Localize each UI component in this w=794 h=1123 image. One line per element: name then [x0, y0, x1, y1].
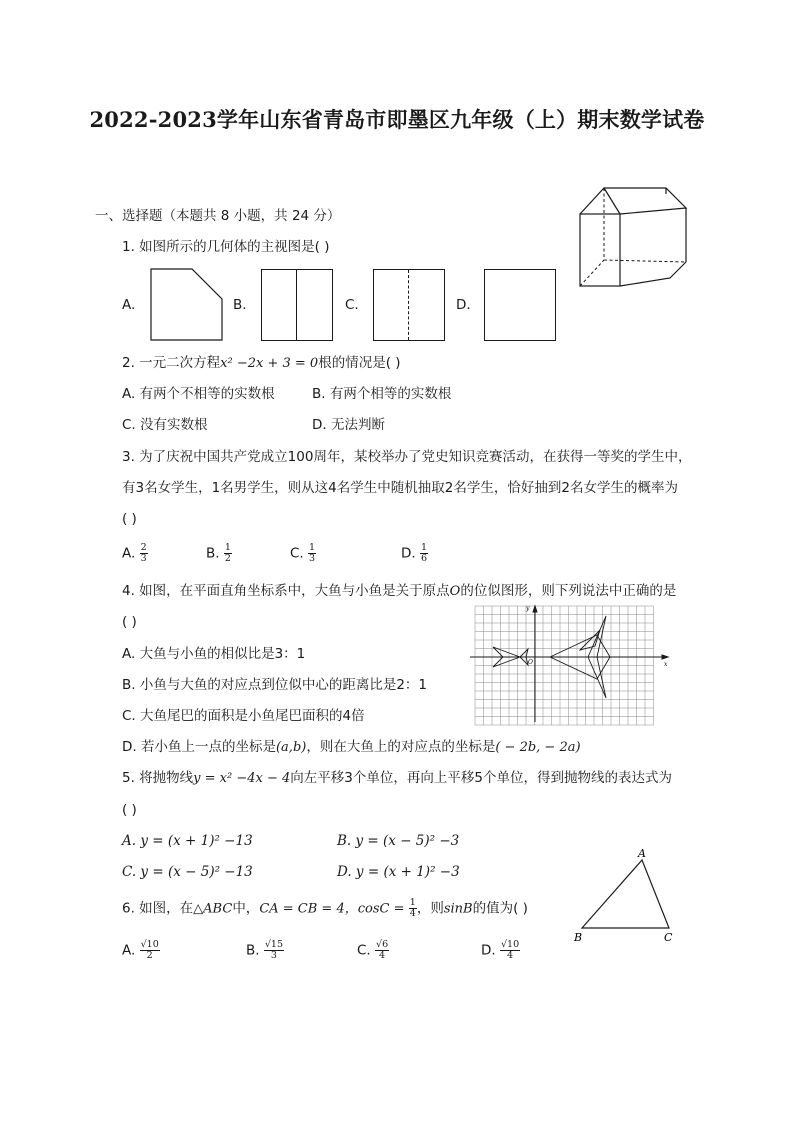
q6-option-c-fraction: [375, 940, 389, 961]
q3-option-c-label: C.: [290, 545, 304, 562]
q3-option-d[interactable]: [401, 543, 428, 564]
x-axis-label: x: [664, 661, 668, 668]
q5-stem: [122, 769, 672, 788]
origin-label: O: [528, 659, 533, 666]
denominator: 4: [379, 950, 386, 961]
denominator: 6: [420, 553, 428, 564]
q3-option-c-fraction: [308, 543, 316, 564]
q5-option-a[interactable]: A. y = (x + 1)² −13: [122, 833, 253, 849]
q1-option-d-label[interactable]: D.: [456, 297, 471, 313]
q4-line1-post: 的位似图形，则下列说法中正确的是: [460, 583, 677, 599]
numerator: 1: [309, 542, 316, 553]
prism-figure: [578, 186, 688, 291]
q4-line1: [122, 582, 676, 601]
denominator: 2: [146, 950, 153, 961]
q5-option-c[interactable]: C. y = (x − 5)² −13: [122, 864, 253, 880]
q6-equation: CA = CB = 4，cosC =: [259, 901, 405, 917]
q4-option-d-coord1: (a,b): [275, 740, 307, 755]
q6-option-c[interactable]: [357, 940, 389, 961]
numerator: 1: [409, 897, 416, 908]
q4-option-d-mid: ，则在大鱼上的对应点的坐标是: [306, 739, 496, 755]
numerator: 1: [420, 542, 428, 553]
q2-option-d[interactable]: D. 无法判断: [312, 417, 385, 433]
numerator: √10: [500, 939, 520, 950]
q6-stem-post2: 的值为( ): [472, 900, 528, 917]
denominator: 4: [409, 908, 416, 919]
q6-option-d[interactable]: [481, 940, 520, 961]
q6-sinb: sinB: [443, 901, 473, 917]
q5-stem-post: 向左平移3个单位，再向上平移5个单位，得到抛物线的表达式为: [290, 770, 672, 786]
q3-option-b[interactable]: [206, 543, 232, 564]
numerator: √15: [264, 939, 284, 950]
q5-equation: y = x² −4x − 4: [193, 771, 291, 786]
q1-option-a-figure[interactable]: [150, 268, 224, 342]
q4-option-a[interactable]: A. 大鱼与小鱼的相似比是3：1: [122, 646, 306, 662]
q6-option-d-label: D.: [481, 942, 496, 959]
q2-option-a[interactable]: A. 有两个不相等的实数根: [122, 386, 275, 402]
denominator: 2: [224, 553, 231, 564]
q6-option-a-fraction: [140, 940, 160, 961]
q1-stem: 1. 如图所示的几何体的主视图是( ): [122, 239, 330, 255]
q6-option-d-fraction: [500, 940, 520, 961]
q4-line2: ( ): [122, 614, 137, 630]
q3-option-b-label: B.: [206, 545, 220, 562]
q4-option-d[interactable]: [122, 738, 581, 757]
q2-stem-pre: 2. 一元二次方程: [122, 355, 221, 371]
q6-stem-post1: ，则: [416, 900, 444, 917]
denominator: 3: [270, 950, 277, 961]
q4-line1-pre: 4. 如图，在平面直角坐标系中，大鱼与小鱼是关于原点: [122, 583, 450, 599]
q6-option-c-label: C.: [357, 942, 371, 959]
q3-line2: 有3名女学生，1名男学生，则从这4名学生中随机抽取2名学生，恰好抽到2名女学生的概率为: [122, 480, 678, 496]
q5-line2: ( ): [122, 802, 137, 818]
q6-option-b-fraction: [264, 940, 284, 961]
q1-option-d-figure[interactable]: [484, 269, 556, 341]
y-axis-arrow: [533, 606, 537, 612]
q3-option-c[interactable]: [290, 543, 316, 564]
q6-cos-fraction: [409, 898, 417, 919]
numerator: √10: [140, 939, 159, 950]
triangle-abc: [582, 860, 669, 928]
q6-option-b-label: B.: [246, 942, 260, 959]
q3-option-a[interactable]: [122, 543, 148, 564]
denominator: 3: [140, 553, 147, 564]
q4-option-d-pre: D. 若小鱼上一点的坐标是: [122, 739, 276, 755]
q6-stem-pre: 6. 如图，在: [122, 900, 194, 917]
q3-option-a-fraction: [140, 543, 148, 564]
q3-option-d-label: D.: [401, 545, 416, 562]
numerator: √6: [376, 939, 389, 950]
q2-option-c[interactable]: C. 没有实数根: [122, 417, 208, 433]
y-axis-label: y: [526, 605, 530, 612]
q2-stem: [122, 354, 401, 373]
section-heading: 一、选择题（本题共 8 小题，共 24 分）: [95, 208, 341, 224]
q3-option-d-fraction: [420, 543, 428, 564]
q1-option-b-label[interactable]: B.: [233, 297, 247, 313]
q5-option-b[interactable]: B. y = (x − 5)² −3: [337, 833, 460, 849]
q4-option-d-coord2: ( − 2b, − 2a): [495, 740, 581, 755]
q4-option-b[interactable]: B. 小鱼与大鱼的对应点到位似中心的距离比是2：1: [122, 677, 428, 693]
x-axis-arrow: [662, 655, 668, 659]
vertex-a-label: A: [638, 847, 646, 860]
q1-option-a-label[interactable]: A.: [122, 297, 136, 313]
q3-line1: 3. 为了庆祝中国共产党成立100周年，某校举办了党史知识竞赛活动，在获得一等奖的学生中，: [122, 449, 692, 465]
denominator: 4: [507, 950, 514, 961]
q2-equation: x² −2x + 3 = 0: [220, 356, 319, 371]
numerator: 2: [140, 542, 147, 553]
vertex-b-label: B: [574, 931, 583, 944]
q6-stem: [122, 898, 528, 919]
q6-option-a-label: A.: [122, 942, 136, 959]
page-title: 2022-2023学年山东省青岛市即墨区九年级（上）期末数学试卷: [89, 107, 705, 132]
q6-triangle: △ABC: [193, 901, 233, 917]
q1-option-c-label[interactable]: C.: [345, 297, 359, 313]
q2-stem-post: 根的情况是( ): [318, 355, 401, 371]
q2-option-b[interactable]: B. 有两个相等的实数根: [312, 386, 452, 402]
q4-coordinate-grid-figure: [470, 602, 672, 724]
q6-stem-mid: 中，: [232, 900, 260, 917]
q6-triangle-figure: [572, 848, 682, 948]
q1-option-b-figure[interactable]: [261, 269, 333, 341]
q3-option-a-label: A.: [122, 545, 136, 562]
vertex-c-label: C: [664, 931, 673, 944]
denominator: 3: [309, 553, 316, 564]
q5-stem-pre: 5. 将抛物线: [122, 770, 194, 786]
q6-option-b[interactable]: [246, 940, 284, 961]
q6-option-a[interactable]: [122, 940, 160, 961]
q1-option-c-figure[interactable]: [373, 269, 445, 341]
q3-option-b-fraction: [224, 543, 232, 564]
q4-option-c[interactable]: C. 大鱼尾巴的面积是小鱼尾巴面积的4倍: [122, 708, 365, 724]
q5-option-d[interactable]: D. y = (x + 1)² −3: [337, 864, 460, 880]
q4-origin-var: O: [449, 584, 461, 599]
numerator: 1: [224, 542, 231, 553]
q3-line3: ( ): [122, 511, 137, 527]
